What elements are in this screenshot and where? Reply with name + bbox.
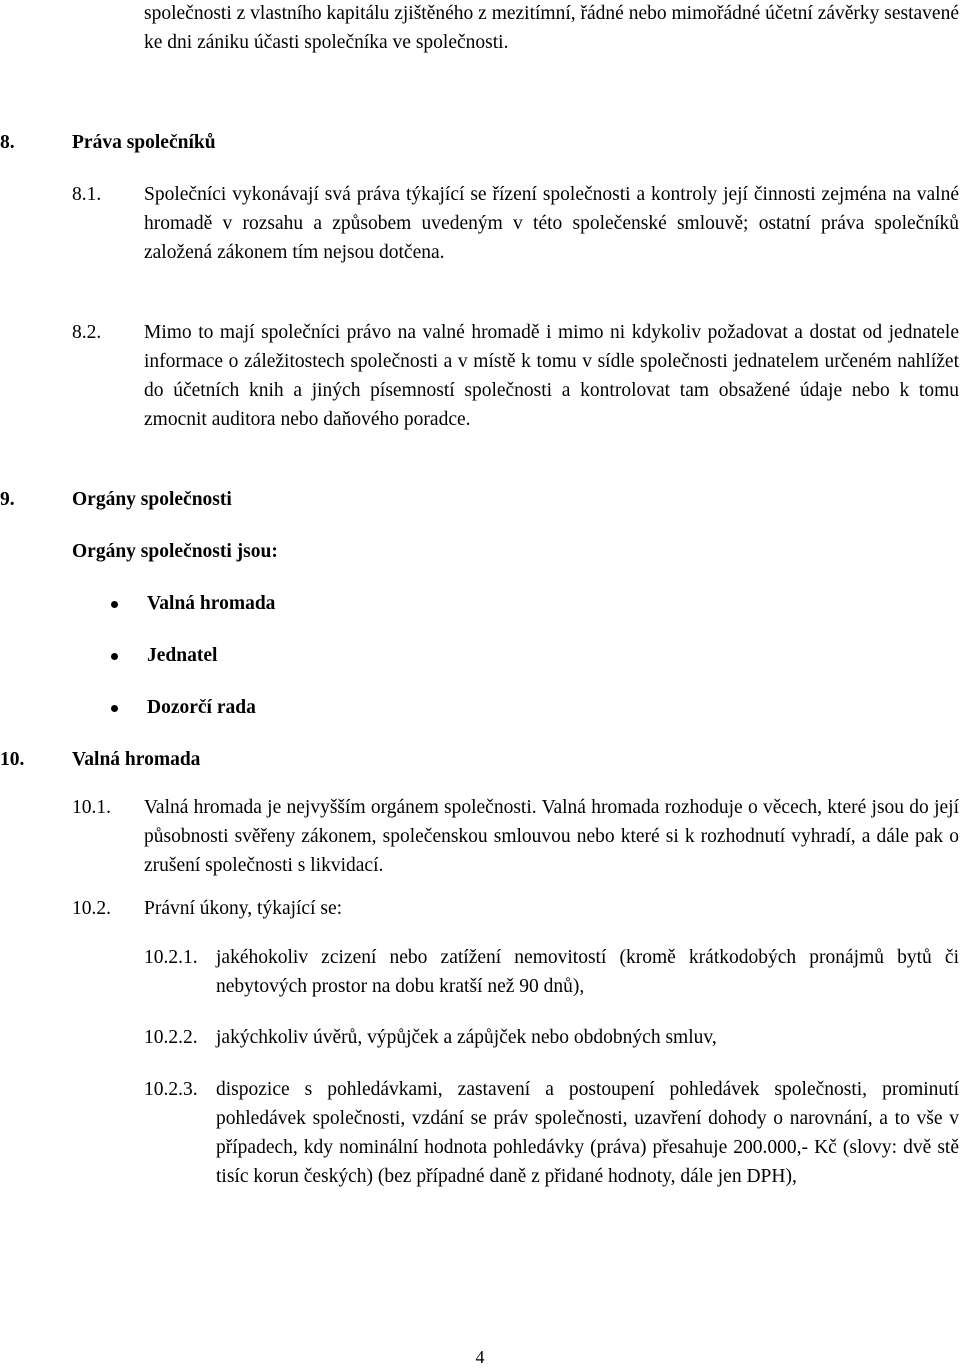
clause-10-2-number: 10.2. <box>72 898 111 919</box>
clause-10-2-text: Právní úkony, týkající se: <box>144 898 343 919</box>
page-number: 4 <box>475 1347 485 1367</box>
clause-10-1-number: 10.1. <box>72 797 111 818</box>
section-9-number: 9. <box>0 489 15 510</box>
clause-10-2-2-number: 10.2.2. <box>144 1027 198 1048</box>
clause-10-2-2-text: jakýchkoliv úvěrů, výpůjček a zápůjček nebo obdobných smluv, <box>216 1027 717 1048</box>
clause-8-2-number: 8.2. <box>72 322 102 343</box>
clause-8-2-text: Mimo to mají společníci právo na valné hromadě i mimo ni kdykoliv požadovat a dostat od jednatele informace o záležitostech společnosti a v místě k tomu v sídle společnosti jednatelem určeném nahlížet do účetních knih a jiných písemností společnosti a kontrolovat tam obsažené údaje nebo k tomu zmocnit auditora nebo daňového poradce. <box>144 322 959 430</box>
organ-item: Dozorčí rada <box>147 697 256 718</box>
intro-paragraph: společnosti z vlastního kapitálu zjištěného z mezitímní, řádné nebo mimořádné účetní závěrky sestavené ke dni zániku účasti společníka ve společnosti. <box>144 3 959 53</box>
clause-8-1-text: Společníci vykonávají svá práva týkající se řízení společnosti a kontroly její činnosti zejména na valné hromadě v rozsahu a způsobem uvedeným v této společenské smlouvě; ostatní práva společníků založená zákonem tím nejsou dotčena. <box>144 184 959 263</box>
bullet-icon <box>111 601 118 608</box>
section-10-number: 10. <box>0 749 25 770</box>
section-10-title: Valná hromada <box>72 749 201 770</box>
clause-8-1-number: 8.1. <box>72 184 102 205</box>
section-9-title: Orgány společnosti <box>72 489 232 510</box>
section-8-number: 8. <box>0 132 15 153</box>
organ-item: Valná hromada <box>147 593 276 614</box>
clause-10-2-1-number: 10.2.1. <box>144 947 198 968</box>
organs-subtitle: Orgány společnosti jsou: <box>72 541 278 562</box>
clause-10-2-3-text: dispozice s pohledávkami, zastavení a postoupení pohledávek společnosti, prominutí pohledávek společnosti, vzdání se práv společnosti, uzavření dohody o narovnání, a to vše v případech, kdy nominální hodnota pohledávky (práva) přesahuje 200.000,- Kč (slovy: dvě stě tisíc korun českých) (bez případné daně z přidané hodnoty, dále jen DPH), <box>216 1079 959 1187</box>
organ-item: Jednatel <box>147 645 218 666</box>
clause-10-2-3-number: 10.2.3. <box>144 1079 198 1100</box>
section-8-title: Práva společníků <box>72 132 216 153</box>
bullet-icon <box>111 653 118 660</box>
clause-10-1-text: Valná hromada je nejvyšším orgánem společnosti. Valná hromada rozhoduje o věcech, které jsou do její působnosti svěřeny zákonem, společenskou smlouvou nebo které si k rozhodnutí vyhradí, a dále pak o zrušení společnosti s likvidací. <box>144 797 959 876</box>
bullet-icon <box>111 705 118 712</box>
clause-10-2-1-text: jakéhokoliv zcizení nebo zatížení nemovitostí (kromě krátkodobých pronájmů bytů či nebytových prostor na dobu kratší než 90 dnů), <box>216 947 959 997</box>
